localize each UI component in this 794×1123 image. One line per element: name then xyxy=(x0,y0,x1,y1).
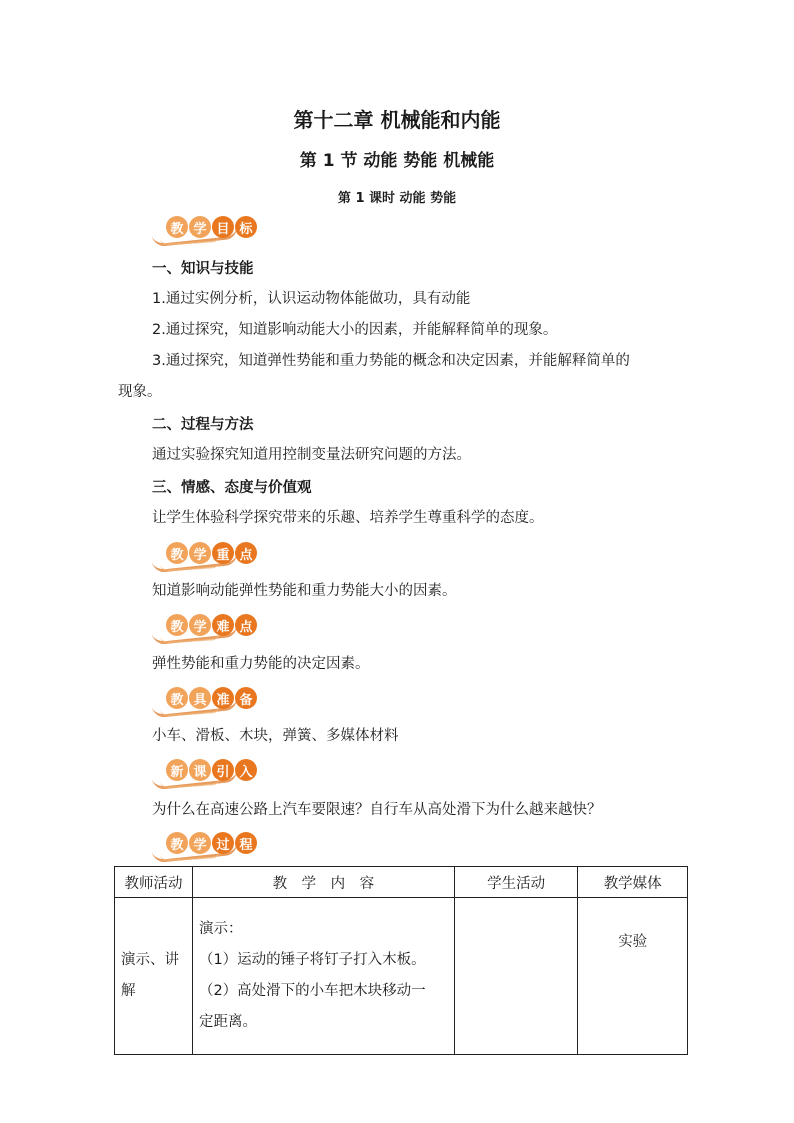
banner-char: 课 xyxy=(189,759,211,781)
knowledge-line-3-cont: 现象。 xyxy=(118,384,162,400)
banner-char: 新 xyxy=(166,759,188,781)
banner-char: 具 xyxy=(189,687,211,709)
banner-char: 教 xyxy=(166,216,188,238)
process-method-text: 通过实验探究知道用控制变量法研究问题的方法。 xyxy=(152,447,471,463)
banner-teaching-goals xyxy=(152,214,282,244)
banner-char: 目 xyxy=(212,216,234,238)
banner-char: 学 xyxy=(189,216,211,238)
cell-line: 定距离。 xyxy=(198,1014,257,1030)
banner-char: 教 xyxy=(166,614,188,636)
banner-char: 学 xyxy=(189,614,211,636)
tools-text: 小车、滑板、木块，弹簧、多媒体材料 xyxy=(152,728,399,744)
header-teaching-media: 教学媒体 xyxy=(578,867,688,898)
cell-line: （2）高处滑下的小车把木块移动一 xyxy=(198,983,426,999)
cell-student-activity xyxy=(454,898,578,1055)
banner-char: 学 xyxy=(189,832,211,854)
banner-char: 程 xyxy=(235,832,257,854)
banner-char: 点 xyxy=(235,614,257,636)
header-teacher-activity: 教师活动 xyxy=(115,867,193,898)
banner-char: 学 xyxy=(189,542,211,564)
banner-char: 过 xyxy=(212,832,234,854)
cell-line: （1）运动的锤子将钉子打入木板。 xyxy=(198,952,426,968)
knowledge-line-1: 1.通过实例分析，认识运动物体能做功，具有动能 xyxy=(152,291,471,307)
lesson-title: 第 1 课时 动能 势能 xyxy=(337,191,457,206)
banner-tools xyxy=(152,685,282,715)
teaching-process-table xyxy=(114,866,688,1055)
banner-new-lesson-intro xyxy=(152,757,282,787)
cell-line: 演示： xyxy=(198,921,243,937)
cell-teacher-activity xyxy=(115,898,193,1055)
banner-char: 准 xyxy=(212,687,234,709)
knowledge-line-2: 2.通过探究，知道影响动能大小的因素，并能解释简单的现象。 xyxy=(152,322,558,338)
cell-teaching-content xyxy=(192,898,454,1055)
key-point-text: 知道影响动能弹性势能和重力势能大小的因素。 xyxy=(152,583,457,599)
banner-char: 教 xyxy=(166,542,188,564)
banner-char: 教 xyxy=(166,832,188,854)
chapter-title: 第十二章 机械能和内能 xyxy=(293,108,501,132)
table-row xyxy=(115,898,688,1055)
table-header-row xyxy=(115,867,688,898)
banner-char: 教 xyxy=(166,687,188,709)
banner-char: 备 xyxy=(235,687,257,709)
intro-question: 为什么在高速公路上汽车要限速？自行车从高处滑下为什么越来越快？ xyxy=(152,802,602,818)
section-title: 第 1 节 动能 势能 机械能 xyxy=(299,151,495,171)
header-teaching-content: 教 学 内 容 xyxy=(192,867,454,898)
banner-difficulty xyxy=(152,612,282,642)
header-student-activity: 学生活动 xyxy=(454,867,578,898)
banner-teaching-process xyxy=(152,830,282,860)
banner-char: 入 xyxy=(235,759,257,781)
banner-char: 难 xyxy=(212,614,234,636)
knowledge-line-3: 3.通过探究，知道弹性势能和重力势能的概念和决定因素，并能解释简单的 xyxy=(152,353,630,369)
banner-char: 标 xyxy=(235,216,257,238)
difficulty-text: 弹性势能和重力势能的决定因素。 xyxy=(152,656,370,672)
knowledge-heading: 一、知识与技能 xyxy=(152,261,254,277)
banner-char: 重 xyxy=(212,542,234,564)
attitude-text: 让学生体验科学探究带来的乐趣、培养学生尊重科学的态度。 xyxy=(152,510,544,526)
banner-char: 点 xyxy=(235,542,257,564)
cell-line: 演示、讲 xyxy=(121,952,179,968)
attitude-heading: 三、情感、态度与价值观 xyxy=(152,480,312,496)
cell-line: 解 xyxy=(121,983,136,999)
process-method-heading: 二、过程与方法 xyxy=(152,417,254,433)
banner-char: 引 xyxy=(212,759,234,781)
banner-key-point xyxy=(152,540,282,570)
cell-teaching-media: 实验 xyxy=(578,898,688,1055)
